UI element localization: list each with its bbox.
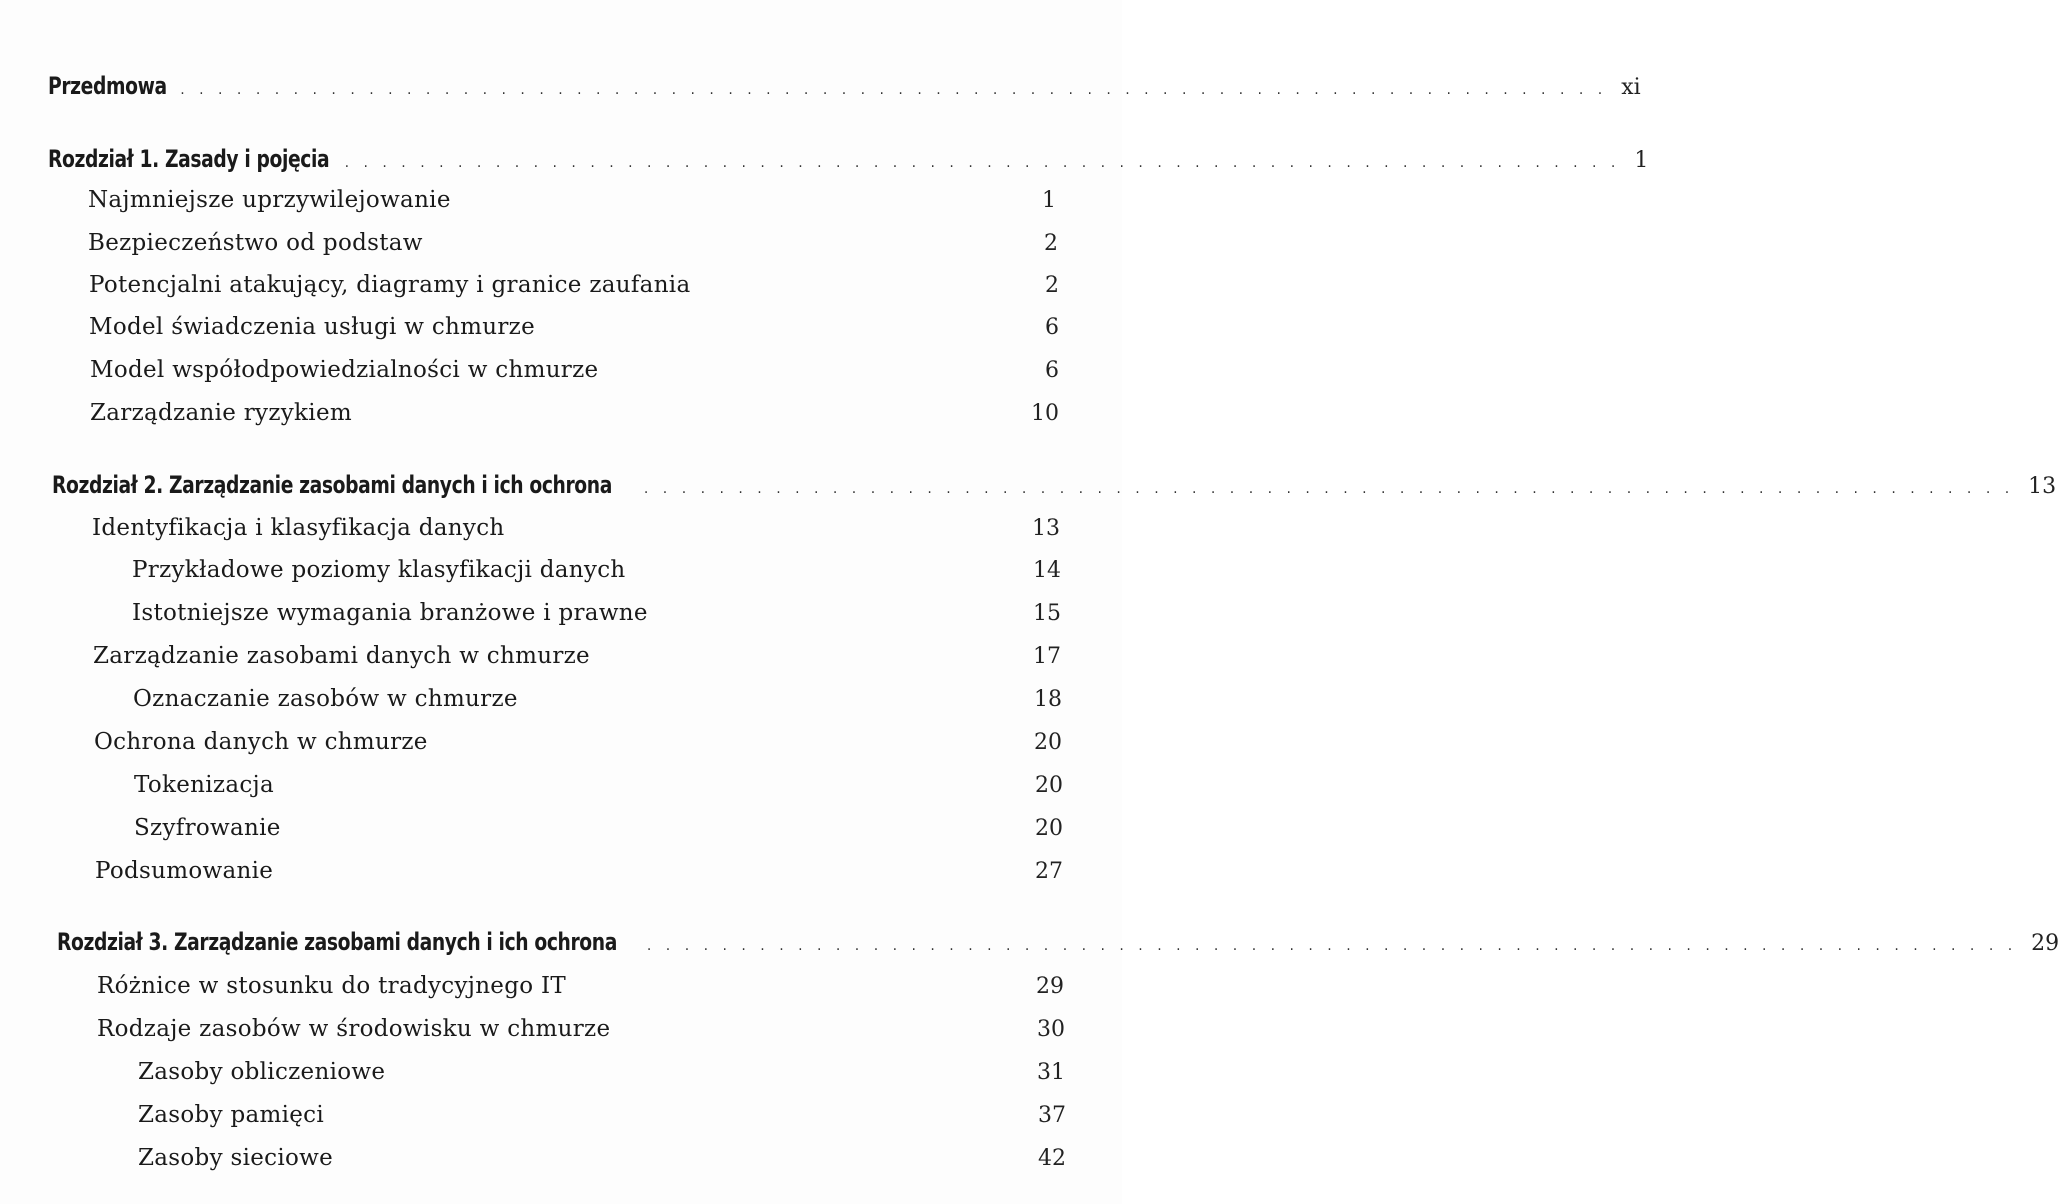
toc-entry-title: Bezpieczeństwo od podstaw (88, 230, 423, 256)
toc-entry-title: Ochrona danych w chmurze (94, 729, 428, 755)
dot-leader: . . . . . . . . . . . . . . . . . . . . . . . . . . . . . . . . . . . . . . . . . . . . . . . . . . . . . . . . . . . . . . . . . . . . . . . . . (646, 938, 2018, 954)
toc-entry-title: Model świadczenia usługi w chmurze (89, 314, 535, 340)
toc-page-number: 14 (1033, 558, 1061, 583)
toc-entry-section[interactable] (0, 515, 1060, 555)
toc-entry-section[interactable] (0, 858, 1063, 898)
toc-entry-title: Potencjalni atakujący, diagramy i granice zaufania (89, 272, 691, 298)
toc-page-number: 1 (1042, 188, 1056, 213)
toc-entry-title: Zasoby obliczeniowe (138, 1059, 386, 1085)
toc-page-number: 2 (1045, 273, 1059, 298)
toc-page-number: 29 (2031, 931, 2059, 956)
toc-entry-title: Rozdział 2. Zarządzanie zasobami danych i ich ochrona (52, 471, 612, 499)
toc-entry-subsection[interactable] (0, 1145, 1066, 1185)
toc-entry-chapter-1[interactable] (0, 145, 1649, 185)
dot-leader: . . . . . . . . . . . . . . . . . . . . . . . . . . . . . . . . . . . . . . . . . . . . . . . . . . . . . . . . . . . . . . . . . . . . . . . . . . . . (180, 82, 1608, 98)
toc-page-number: 37 (1038, 1103, 1066, 1128)
toc-entry-title: Najmniejsze uprzywilejowanie (88, 187, 451, 213)
toc-entry-subsection[interactable] (0, 557, 1061, 597)
toc-entry-title: Zasoby pamięci (138, 1102, 325, 1128)
toc-entry-title: Podsumowanie (95, 858, 274, 884)
toc-entry-title: Rodzaje zasobów w środowisku w chmurze (97, 1016, 611, 1042)
toc-page-number: 6 (1045, 315, 1059, 340)
toc-page-number: 1 (1634, 148, 1649, 173)
toc-entry-section[interactable] (0, 230, 1058, 270)
toc-page-number: 31 (1037, 1060, 1065, 1085)
toc-page-number: xi (1621, 75, 1641, 100)
toc-entry-title: Szyfrowanie (134, 815, 281, 841)
toc-entry-title: Zarządzanie ryzykiem (90, 400, 352, 426)
toc-entry-chapter-3[interactable] (0, 928, 2059, 968)
toc-page-number: 20 (1035, 773, 1063, 798)
toc-page-number: 17 (1033, 644, 1061, 669)
toc-entry-section[interactable] (0, 357, 1059, 397)
toc-entry-title: Tokenizacja (134, 772, 274, 798)
toc-entry-title: Zarządzanie zasobami danych w chmurze (93, 643, 590, 669)
toc-page-number: 13 (1032, 516, 1060, 541)
toc-entry-section[interactable] (0, 187, 1056, 227)
toc-page-number: 18 (1034, 687, 1062, 712)
toc-entry-subsection[interactable] (0, 1059, 1065, 1099)
toc-entry-section[interactable] (0, 314, 1059, 354)
toc-entry-title: Istotniejsze wymagania branżowe i prawne (132, 600, 648, 626)
toc-entry-section[interactable] (0, 1016, 1065, 1056)
toc-entry-subsection[interactable] (0, 686, 1062, 726)
toc-page-number: 29 (1036, 974, 1064, 999)
toc-page-number: 10 (1031, 401, 1059, 426)
toc-entry-title: Przykładowe poziomy klasyfikacji danych (132, 557, 626, 583)
toc-page-number: 13 (2028, 474, 2057, 499)
toc-entry-title: Model współodpowiedzialności w chmurze (90, 357, 599, 383)
toc-entry-title: Zasoby sieciowe (138, 1145, 334, 1171)
toc-page-number: 20 (1035, 816, 1063, 841)
toc-page-number: 27 (1035, 859, 1063, 884)
toc-entry-subsection[interactable] (0, 815, 1063, 855)
toc-entry-preface[interactable] (0, 72, 1641, 112)
toc-entry-title: Rozdział 1. Zasady i pojęcia (48, 145, 330, 173)
toc-entry-section[interactable] (0, 729, 1062, 769)
toc-entry-title: Przedmowa (48, 72, 167, 100)
toc-entry-subsection[interactable] (0, 772, 1063, 812)
toc-entry-subsection[interactable] (0, 600, 1061, 640)
toc-entry-title: Różnice w stosunku do tradycyjnego IT (97, 973, 567, 999)
toc-page-number: 20 (1034, 730, 1062, 755)
toc-page-number: 42 (1038, 1146, 1066, 1171)
toc-entry-title: Identyfikacja i klasyfikacja danych (92, 515, 505, 541)
toc-entry-section[interactable] (0, 643, 1061, 683)
dot-leader: . . . . . . . . . . . . . . . . . . . . . . . . . . . . . . . . . . . . . . . . . . . . . . . . . . . . . . . . . . . . . . . . . . . . . . . . . (643, 481, 2015, 497)
toc-entry-title: Oznaczanie zasobów w chmurze (133, 686, 518, 712)
toc-entry-section[interactable] (0, 973, 1064, 1013)
dot-leader: . . . . . . . . . . . . . . . . . . . . . . . . . . . . . . . . . . . . . . . . . . . . . . . . . . . . . . . . . . . . . . . . . . . . (344, 155, 1621, 171)
toc-page-number: 30 (1037, 1017, 1065, 1042)
toc-page-number: 2 (1044, 231, 1058, 256)
toc-page-number: 6 (1045, 358, 1059, 383)
toc-entry-subsection[interactable] (0, 1102, 1066, 1142)
toc-page-number: 15 (1033, 601, 1061, 626)
toc-entry-chapter-2[interactable] (0, 471, 2057, 511)
toc-entry-section[interactable] (0, 400, 1059, 440)
toc-entry-section[interactable] (0, 272, 1059, 312)
toc-entry-title: Rozdział 3. Zarządzanie zasobami danych i ich ochrona (57, 928, 617, 956)
